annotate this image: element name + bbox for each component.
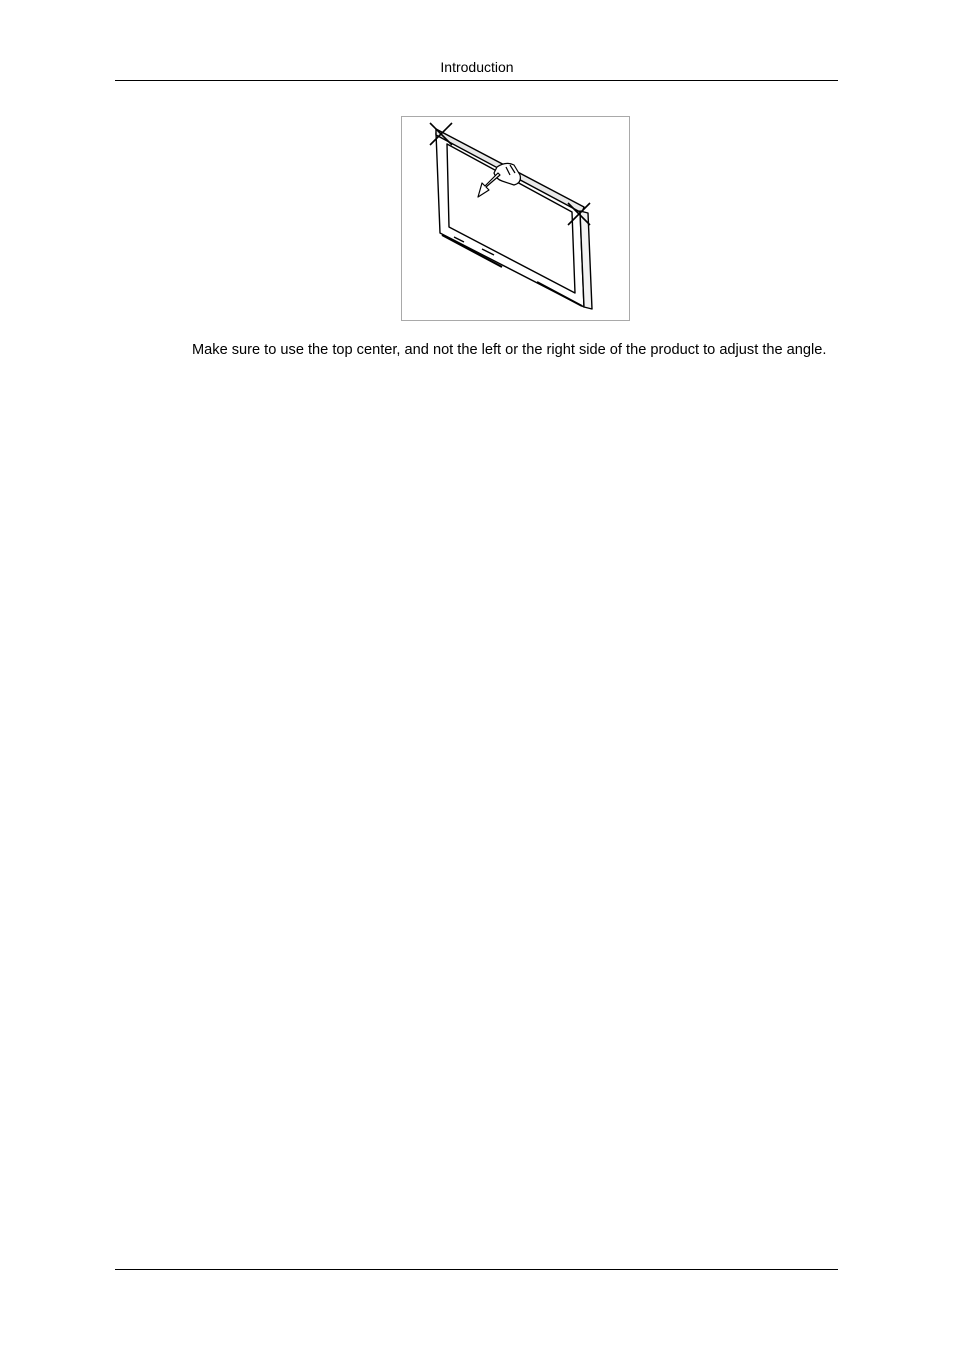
monitor-angle-adjust-icon [402, 117, 629, 320]
page-header-title: Introduction [440, 59, 514, 75]
instruction-text: Make sure to use the top center, and not the left or the right side of the product to adjust the angle. [192, 342, 827, 358]
footer-divider [115, 1269, 838, 1270]
monitor-frame [436, 133, 584, 307]
header-divider [115, 80, 838, 81]
monitor-adjustment-figure [401, 116, 630, 321]
